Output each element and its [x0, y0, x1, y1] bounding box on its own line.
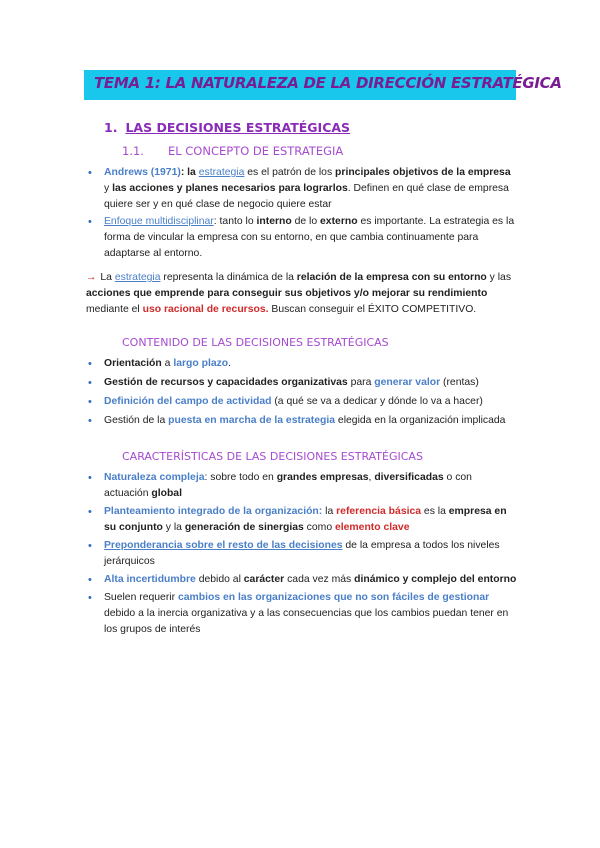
- text-run: Naturaleza compleja: [104, 472, 205, 483]
- section-number: 1.: [104, 120, 118, 135]
- text-run: como: [303, 522, 335, 533]
- text-run: es importante. La estrategia es la forma de vincular la empresa con su entorno, en que cambia continuamente para adaptarse al entorno.: [104, 216, 515, 259]
- text-run: grandes empresas: [276, 472, 369, 483]
- list-item-text: [104, 590, 518, 638]
- text-run: Gestión de la: [104, 415, 169, 426]
- list-item-text: [104, 214, 518, 262]
- text-run: La: [100, 272, 115, 283]
- bullet-icon: •: [88, 592, 92, 604]
- text-run: generar valor: [374, 377, 441, 388]
- text-run: uso racional de recursos.: [142, 304, 269, 315]
- section-heading-1: [104, 120, 350, 135]
- text-run: carácter: [243, 574, 285, 585]
- text-run: representa la dinámica de la: [160, 272, 297, 283]
- summary-paragraph: [86, 270, 516, 318]
- bullet-icon: •: [88, 415, 92, 427]
- list-item-text: [104, 394, 518, 410]
- bullet-icon: •: [88, 396, 92, 408]
- text-run: externo: [320, 216, 358, 227]
- caracteristicas-heading: CARACTERÍSTICAS DE LAS DECISIONES ESTRATÉGICAS: [122, 450, 423, 463]
- text-run: debido a la inercia organizativa y a las consecuencias que los cambios puedan tener en los grupos de interés: [104, 608, 509, 635]
- text-run: o con actuación: [104, 472, 472, 499]
- text-run: es el patrón de los: [244, 167, 336, 178]
- text-run: dinámico y complejo del entorno: [354, 574, 517, 585]
- text-run: Suelen requerir: [104, 592, 178, 603]
- text-run: mediante el: [86, 304, 143, 315]
- text-run: es la: [421, 506, 449, 517]
- list-item-text: [104, 165, 518, 213]
- text-run: Enfoque multidisciplinar: [104, 216, 214, 227]
- text-run: .: [228, 358, 232, 369]
- text-run: (a qué se va a dedicar y dónde lo va a hacer): [271, 396, 483, 407]
- text-run: acciones que emprende para conseguir sus objetivos y/o mejorar su rendimiento: [86, 288, 488, 299]
- text-run: : la: [180, 167, 199, 178]
- text-run: Orientación: [104, 358, 162, 369]
- bullet-icon: •: [88, 540, 92, 552]
- section-label: LAS DECISIONES ESTRATÉGICAS: [125, 120, 351, 135]
- text-run: global: [151, 488, 182, 499]
- arrow-right-icon: →: [86, 272, 97, 283]
- text-run: y las: [486, 272, 512, 283]
- text-run: debido al: [195, 574, 244, 585]
- bullet-icon: •: [88, 574, 92, 586]
- bullet-icon: •: [88, 472, 92, 484]
- text-run: cambios en las organizaciones que no son fáciles de gestionar: [177, 592, 490, 603]
- list-item-text: [104, 413, 518, 429]
- text-run: estrategia: [198, 167, 245, 178]
- text-run: largo plazo: [173, 358, 229, 369]
- document-title: TEMA 1: LA NATURALEZA DE LA DIRECCIÓN ESTRATÉGICA: [94, 74, 562, 92]
- bullet-icon: •: [88, 167, 92, 179]
- bullet-icon: •: [88, 377, 92, 389]
- list-item-text: [104, 572, 518, 588]
- text-run: principales objetivos de la empresa: [335, 167, 511, 178]
- text-run: Andrews (1971): [104, 167, 181, 178]
- list-item-text: [104, 356, 518, 372]
- text-run: empresa en su conjunto: [104, 506, 507, 533]
- title-banner: [84, 70, 562, 100]
- text-run: la: [322, 506, 337, 517]
- text-run: (rentas): [440, 377, 479, 388]
- text-run: relación de la empresa con su entorno: [296, 272, 487, 283]
- text-run: Gestión de recursos y capacidades organizativas: [104, 377, 348, 388]
- text-run: de lo: [291, 216, 321, 227]
- text-run: las acciones y planes necesarios para lograrlos: [112, 183, 348, 194]
- list-item-text: [104, 375, 518, 391]
- contenido-heading: CONTENIDO DE LAS DECISIONES ESTRATÉGICAS: [122, 336, 389, 349]
- text-run: Planteamiento integrado de la organización:: [104, 506, 323, 517]
- text-run: y: [104, 183, 113, 194]
- list-item-text: [104, 538, 518, 570]
- text-run: cada vez más: [284, 574, 355, 585]
- text-run: Buscan conseguir el ÉXITO COMPETITIVO.: [268, 304, 477, 315]
- text-run: Definición del campo de actividad: [104, 396, 272, 407]
- text-run: estrategia: [114, 272, 161, 283]
- text-run: para: [347, 377, 375, 388]
- text-run: . Definen en qué clase de empresa quiere ser y en qué clase de negocio quiere estar: [104, 183, 509, 210]
- subsection-label: EL CONCEPTO DE ESTRATEGIA: [167, 144, 344, 158]
- text-run: : sobre todo en: [204, 472, 277, 483]
- text-run: interno: [256, 216, 292, 227]
- text-run: referencia básica: [336, 506, 422, 517]
- list-item-text: [104, 470, 518, 502]
- bullet-icon: •: [88, 216, 92, 228]
- text-run: y la: [162, 522, 185, 533]
- text-run: de la empresa a todos los niveles jerárquicos: [104, 540, 500, 567]
- text-run: diversificadas: [374, 472, 444, 483]
- text-run: elegida en la organización implicada: [335, 415, 506, 426]
- bullet-icon: •: [88, 358, 92, 370]
- text-run: Preponderancia sobre el resto de las decisiones: [104, 540, 343, 551]
- text-run: puesta en marcha de la estrategia: [168, 415, 336, 426]
- subsection-number: 1.1.: [122, 144, 144, 158]
- text-run: : tanto lo: [213, 216, 257, 227]
- text-run: elemento clave: [334, 522, 410, 533]
- list-item-text: [104, 504, 518, 536]
- bullet-icon: •: [88, 506, 92, 518]
- text-run: ,: [368, 472, 375, 483]
- subsection-heading-1-1: [122, 144, 343, 158]
- text-run: a: [161, 358, 174, 369]
- text-run: Alta incertidumbre: [104, 574, 196, 585]
- text-run: generación de sinergias: [184, 522, 304, 533]
